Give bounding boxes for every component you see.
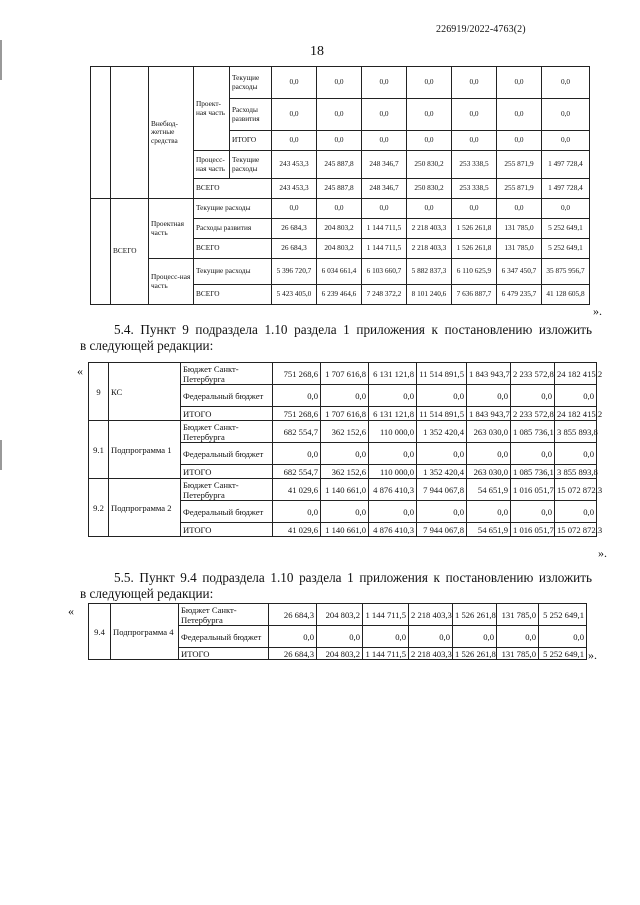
value-cell: 0,0 — [542, 131, 590, 151]
value-cell: 0,0 — [273, 443, 321, 465]
empty-cell — [111, 67, 149, 199]
value-cell: 110 000,0 — [369, 465, 417, 479]
value-cell: 110 000,0 — [369, 421, 417, 443]
value-cell: 5 423 405,0 — [272, 285, 317, 305]
value-cell: 255 871,9 — [497, 151, 542, 179]
item-name: Подпрограмма 4 — [111, 604, 179, 660]
table-row — [91, 67, 590, 99]
item-number: 9.2 — [89, 479, 109, 537]
value-cell: 1 085 736,1 — [511, 421, 555, 443]
value-cell: 1 526 261,8 — [452, 239, 497, 259]
table-row — [89, 363, 597, 385]
value-cell: 1 526 261,8 — [453, 604, 497, 626]
program-items-table — [88, 362, 603, 537]
value-cell: 2 218 403,3 — [407, 219, 452, 239]
source-label: Бюджет Санкт-Петербурга — [181, 421, 273, 443]
value-cell: 751 268,6 — [273, 363, 321, 385]
value-cell: 0,0 — [317, 131, 362, 151]
value-cell: 26 684,3 — [269, 648, 317, 660]
item-number: 9.1 — [89, 421, 109, 479]
value-cell: 243 453,3 — [272, 151, 317, 179]
value-cell: 5 396 720,7 — [272, 259, 317, 285]
value-cell: 1 144 711,5 — [362, 219, 407, 239]
value-cell: 1 140 661,0 — [321, 523, 369, 537]
value-cell: 1 707 616,8 — [321, 363, 369, 385]
value-cell: 0,0 — [269, 626, 317, 648]
value-cell: 1 144 711,5 — [363, 648, 409, 660]
source-label: ИТОГО — [181, 465, 273, 479]
value-cell: 131 785,0 — [497, 604, 539, 626]
table3-close-quote: ». — [588, 648, 597, 662]
value-cell: 0,0 — [272, 199, 317, 219]
value-cell: 131 785,0 — [497, 648, 539, 660]
source-label: Бюджет Санкт-Петербурга — [179, 604, 269, 626]
value-cell: 0,0 — [511, 443, 555, 465]
value-cell: 5 252 649,1 — [539, 604, 587, 626]
value-cell: 4 876 410,3 — [369, 523, 417, 537]
value-cell: 2 218 403,3 — [407, 239, 452, 259]
value-cell: 2 218 403,3 — [409, 604, 453, 626]
value-cell: 250 830,2 — [407, 179, 452, 199]
value-cell: 5 252 649,1 — [539, 648, 587, 660]
value-cell: 2 233 572,8 — [511, 407, 555, 421]
value-cell: 0,0 — [497, 99, 542, 131]
value-cell: 0,0 — [511, 385, 555, 407]
value-cell: 24 182 415,2 — [555, 363, 597, 385]
value-cell: 263 030,0 — [467, 465, 511, 479]
source-label: Федеральный бюджет — [181, 385, 273, 407]
value-cell: 204 803,2 — [317, 239, 362, 259]
value-cell: 1 526 261,8 — [452, 219, 497, 239]
value-cell: 54 651,9 — [467, 523, 511, 537]
item-number: 9.4 — [89, 604, 111, 660]
value-cell: 204 803,2 — [317, 648, 363, 660]
value-cell: 4 876 410,3 — [369, 479, 417, 501]
row-label: ВСЕГО — [194, 239, 272, 259]
row-heading: Процесс-ная часть — [149, 259, 194, 305]
value-cell: 0,0 — [497, 626, 539, 648]
row-heading: ВСЕГО — [111, 199, 149, 305]
value-cell: 7 636 887,7 — [452, 285, 497, 305]
value-cell: 11 514 891,5 — [417, 363, 467, 385]
row-heading: Проектная часть — [149, 199, 194, 259]
value-cell: 2 218 403,3 — [409, 648, 453, 660]
paragraph-5-4-line1: 5.4. Пункт 9 подраздела 1.10 раздела 1 приложения к постановлению изложить — [114, 322, 592, 337]
value-cell: 0,0 — [407, 131, 452, 151]
source-label: Федеральный бюджет — [179, 626, 269, 648]
table-row — [89, 479, 597, 501]
value-cell: 0,0 — [497, 67, 542, 99]
row-heading: Процесс-ная часть — [194, 151, 230, 179]
value-cell: 6 347 450,7 — [497, 259, 542, 285]
value-cell: 0,0 — [317, 199, 362, 219]
value-cell: 0,0 — [362, 131, 407, 151]
value-cell: 0,0 — [497, 131, 542, 151]
value-cell: 1 085 736,1 — [511, 465, 555, 479]
item-9-4-table — [88, 603, 587, 660]
value-cell: 0,0 — [317, 626, 363, 648]
table-row — [91, 199, 590, 219]
paragraph-5-5 — [80, 570, 592, 602]
value-cell: 8 101 240,6 — [407, 285, 452, 305]
paragraph-5-5-line1: 5.5. Пункт 9.4 подраздела 1.10 раздела 1 приложения к постановлению изложить — [114, 570, 592, 585]
value-cell: 0,0 — [362, 199, 407, 219]
value-cell: 1 140 661,0 — [321, 479, 369, 501]
value-cell: 0,0 — [272, 99, 317, 131]
value-cell: 6 110 625,9 — [452, 259, 497, 285]
value-cell: 682 554,7 — [273, 465, 321, 479]
source-label: ИТОГО — [181, 523, 273, 537]
value-cell: 0,0 — [453, 626, 497, 648]
source-label: ИТОГО — [181, 407, 273, 421]
value-cell: 1 144 711,5 — [363, 604, 409, 626]
value-cell: 35 875 956,7 — [542, 259, 590, 285]
value-cell: 682 554,7 — [273, 421, 321, 443]
value-cell: 5 252 649,1 — [542, 219, 590, 239]
table-row — [89, 604, 587, 626]
item-name: КС — [109, 363, 181, 421]
value-cell: 253 338,5 — [452, 151, 497, 179]
value-cell: 41 128 605,8 — [542, 285, 590, 305]
value-cell: 6 239 464,6 — [317, 285, 362, 305]
table3-open-quote: « — [68, 604, 74, 618]
value-cell: 0,0 — [542, 99, 590, 131]
value-cell: 0,0 — [417, 501, 467, 523]
value-cell: 6 479 235,7 — [497, 285, 542, 305]
value-cell: 1 526 261,8 — [453, 648, 497, 660]
value-cell: 0,0 — [362, 67, 407, 99]
source-label: Федеральный бюджет — [181, 443, 273, 465]
value-cell: 248 346,7 — [362, 179, 407, 199]
row-label: ВСЕГО — [194, 285, 272, 305]
paragraph-5-4-line2: в следующей редакции: — [80, 338, 214, 353]
value-cell: 5 252 649,1 — [542, 239, 590, 259]
value-cell: 3 855 893,8 — [555, 465, 597, 479]
value-cell: 248 346,7 — [362, 151, 407, 179]
empty-cell — [91, 199, 111, 305]
source-label: Бюджет Санкт-Петербурга — [181, 363, 273, 385]
value-cell: 204 803,2 — [317, 219, 362, 239]
value-cell: 1 497 728,4 — [542, 179, 590, 199]
value-cell: 0,0 — [467, 501, 511, 523]
table1-close-quote: ». — [593, 304, 602, 318]
value-cell: 0,0 — [317, 99, 362, 131]
value-cell: 0,0 — [321, 501, 369, 523]
row-heading: Внебюд-жетные средства — [149, 67, 194, 199]
value-cell: 0,0 — [317, 67, 362, 99]
row-label: Текущие расходы — [230, 67, 272, 99]
value-cell: 7 944 067,8 — [417, 479, 467, 501]
value-cell: 7 944 067,8 — [417, 523, 467, 537]
value-cell: 0,0 — [467, 443, 511, 465]
value-cell: 0,0 — [417, 443, 467, 465]
value-cell: 253 338,5 — [452, 179, 497, 199]
value-cell: 0,0 — [452, 199, 497, 219]
row-label: Расходы развития — [230, 99, 272, 131]
source-label: Федеральный бюджет — [181, 501, 273, 523]
value-cell: 0,0 — [407, 67, 452, 99]
value-cell: 0,0 — [369, 501, 417, 523]
value-cell: 1 497 728,4 — [542, 151, 590, 179]
table-row — [89, 421, 597, 443]
table2-close-quote: ». — [598, 546, 607, 560]
value-cell: 362 152,6 — [321, 465, 369, 479]
row-label: ВСЕГО — [194, 179, 272, 199]
value-cell: 5 882 837,3 — [407, 259, 452, 285]
value-cell: 0,0 — [539, 626, 587, 648]
value-cell: 263 030,0 — [467, 421, 511, 443]
value-cell: 7 248 372,2 — [362, 285, 407, 305]
paragraph-5-5-line2: в следующей редакции: — [80, 586, 214, 601]
value-cell: 751 268,6 — [273, 407, 321, 421]
document-number: 226919/2022-4763(2) — [436, 24, 526, 35]
funding-table-continuation — [90, 66, 590, 305]
table-row — [91, 259, 590, 285]
table2-open-quote: « — [77, 364, 83, 378]
value-cell: 131 785,0 — [497, 219, 542, 239]
value-cell: 0,0 — [273, 385, 321, 407]
item-number: 9 — [89, 363, 109, 421]
value-cell: 41 029,6 — [273, 523, 321, 537]
value-cell: 6 131 121,8 — [369, 407, 417, 421]
value-cell: 15 072 872,3 — [555, 479, 597, 501]
value-cell: 0,0 — [273, 501, 321, 523]
value-cell: 0,0 — [417, 385, 467, 407]
value-cell: 6 131 121,8 — [369, 363, 417, 385]
value-cell: 0,0 — [409, 626, 453, 648]
row-label: ИТОГО — [230, 131, 272, 151]
value-cell: 245 887,8 — [317, 179, 362, 199]
item-name: Подпрограмма 2 — [109, 479, 181, 537]
value-cell: 0,0 — [369, 385, 417, 407]
row-label: Расходы развития — [194, 219, 272, 239]
value-cell: 0,0 — [511, 501, 555, 523]
value-cell: 1 707 616,8 — [321, 407, 369, 421]
value-cell: 15 072 872,3 — [555, 523, 597, 537]
value-cell: 0,0 — [407, 99, 452, 131]
value-cell: 26 684,3 — [272, 239, 317, 259]
value-cell: 0,0 — [555, 385, 597, 407]
value-cell: 0,0 — [272, 67, 317, 99]
scan-edge-mark — [0, 440, 2, 470]
value-cell: 1 352 420,4 — [417, 421, 467, 443]
value-cell: 204 803,2 — [317, 604, 363, 626]
value-cell: 1 016 051,7 — [511, 479, 555, 501]
value-cell: 250 830,2 — [407, 151, 452, 179]
empty-cell — [91, 67, 111, 199]
value-cell: 1 144 711,5 — [362, 239, 407, 259]
value-cell: 0,0 — [542, 67, 590, 99]
value-cell: 26 684,3 — [269, 604, 317, 626]
row-heading: Проект-ная часть — [194, 67, 230, 151]
value-cell: 41 029,6 — [273, 479, 321, 501]
value-cell: 243 453,3 — [272, 179, 317, 199]
paragraph-5-4 — [80, 322, 592, 354]
value-cell: 0,0 — [363, 626, 409, 648]
value-cell: 362 152,6 — [321, 421, 369, 443]
value-cell: 0,0 — [407, 199, 452, 219]
value-cell: 0,0 — [452, 99, 497, 131]
row-label: Текущие расходы — [194, 259, 272, 285]
value-cell: 11 514 891,5 — [417, 407, 467, 421]
value-cell: 0,0 — [321, 443, 369, 465]
value-cell: 245 887,8 — [317, 151, 362, 179]
source-label: Бюджет Санкт-Петербурга — [181, 479, 273, 501]
value-cell: 0,0 — [555, 501, 597, 523]
row-label: Текущие расходы — [230, 151, 272, 179]
value-cell: 3 855 893,8 — [555, 421, 597, 443]
page-number: 18 — [310, 44, 324, 59]
item-name: Подпрограмма 1 — [109, 421, 181, 479]
value-cell: 0,0 — [272, 131, 317, 151]
value-cell: 1 843 943,7 — [467, 363, 511, 385]
value-cell: 0,0 — [452, 131, 497, 151]
source-label: ИТОГО — [179, 648, 269, 660]
value-cell: 6 103 660,7 — [362, 259, 407, 285]
value-cell: 255 871,9 — [497, 179, 542, 199]
value-cell: 0,0 — [497, 199, 542, 219]
value-cell: 1 016 051,7 — [511, 523, 555, 537]
value-cell: 1 352 420,4 — [417, 465, 467, 479]
value-cell: 131 785,0 — [497, 239, 542, 259]
value-cell: 2 233 572,8 — [511, 363, 555, 385]
value-cell: 0,0 — [369, 443, 417, 465]
value-cell: 6 034 661,4 — [317, 259, 362, 285]
value-cell: 0,0 — [362, 99, 407, 131]
value-cell: 0,0 — [452, 67, 497, 99]
scan-edge-mark — [0, 40, 2, 80]
value-cell: 1 843 943,7 — [467, 407, 511, 421]
row-label: Текущие расходы — [194, 199, 272, 219]
value-cell: 54 651,9 — [467, 479, 511, 501]
value-cell: 0,0 — [467, 385, 511, 407]
value-cell: 0,0 — [542, 199, 590, 219]
value-cell: 26 684,3 — [272, 219, 317, 239]
value-cell: 0,0 — [321, 385, 369, 407]
value-cell: 24 182 415,2 — [555, 407, 597, 421]
value-cell: 0,0 — [555, 443, 597, 465]
